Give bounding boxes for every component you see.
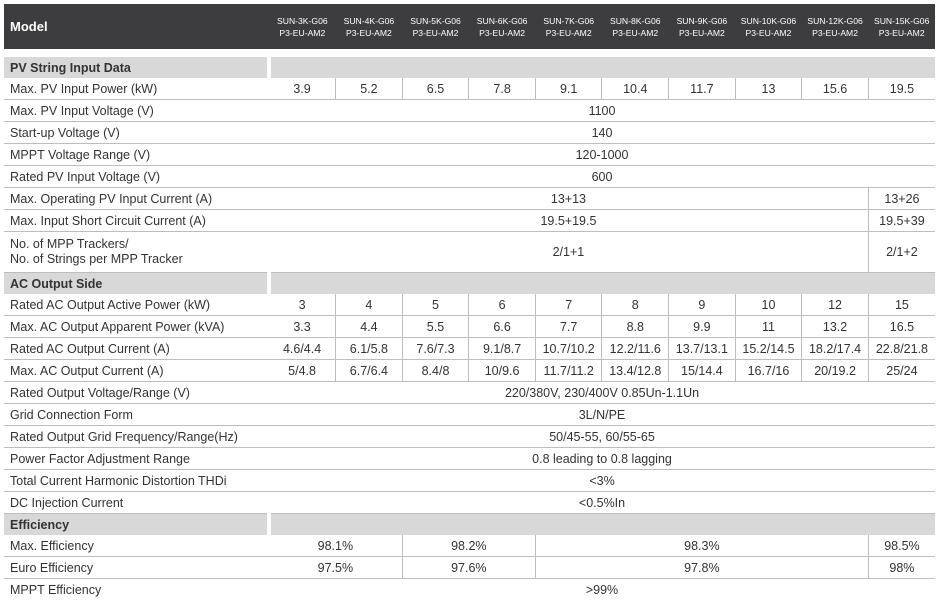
model-name-line2: P3-EU-AM2 [336,27,403,39]
spec-row [4,232,935,273]
spec-label: No. of MPP Trackers/ No. of Strings per MPP Tracker [4,232,269,273]
section-title: Efficiency [4,514,269,536]
spec-label: Start-up Voltage (V) [4,122,269,144]
spec-value: 98.1% [269,535,402,557]
spec-value: 12 [802,294,869,316]
spec-value: 7.7 [535,316,602,338]
model-name-line1: SUN-7K-G06 [535,15,602,27]
spec-label: Rated AC Output Active Power (kW) [4,294,269,316]
spec-value: 16.7/16 [735,360,802,382]
spec-value: 11 [735,316,802,338]
spec-value: 3.3 [269,316,336,338]
spec-value: 8 [602,294,669,316]
model-name-line1: SUN-10K-G06 [735,15,802,27]
spec-value: 6.7/6.4 [336,360,403,382]
spec-value: 600 [269,166,935,188]
spec-label: MPPT Efficiency [4,579,269,600]
spec-value: 7.6/7.3 [402,338,469,360]
spec-value: 13.7/13.1 [669,338,736,360]
spec-row [4,404,935,426]
spec-value: 97.5% [269,557,402,579]
spec-label: Rated AC Output Current (A) [4,338,269,360]
spec-value: 10/9.6 [469,360,536,382]
spec-value: 25/24 [868,360,935,382]
spec-value: 97.6% [402,557,535,579]
spec-row [4,144,935,166]
spec-value: 97.8% [535,557,868,579]
spec-row [4,294,935,316]
spec-value: 11.7 [669,78,736,100]
spec-value: <0.5%In [269,492,935,514]
spec-label: DC Injection Current [4,492,269,514]
header-row [4,4,935,49]
spec-label: Max. Operating PV Input Current (A) [4,188,269,210]
spec-value: 16.5 [868,316,935,338]
section-title: AC Output Side [4,273,269,295]
spec-value: 98.3% [535,535,868,557]
spec-value: 6.5 [402,78,469,100]
spec-row [4,210,935,232]
spec-value: 5.5 [402,316,469,338]
spec-label: Max. AC Output Current (A) [4,360,269,382]
spec-value: 13+13 [269,188,868,210]
model-header: Model [4,4,269,49]
spec-value: 20/19.2 [802,360,869,382]
spec-label: Total Current Harmonic Distortion THDi [4,470,269,492]
spec-value: 22.8/21.8 [868,338,935,360]
section-header-fill [269,514,935,536]
model-column-header [735,4,802,49]
section-header-row [4,514,935,536]
model-column-header [336,4,403,49]
section-title: PV String Input Data [4,57,269,78]
spec-row [4,338,935,360]
spec-label: MPPT Voltage Range (V) [4,144,269,166]
spec-row [4,535,935,557]
spec-value: 5/4.8 [269,360,336,382]
spec-value: 0.8 leading to 0.8 lagging [269,448,935,470]
model-column-header [669,4,736,49]
model-name-line1: SUN-12K-G06 [802,15,869,27]
model-name-line2: P3-EU-AM2 [868,27,935,39]
spec-value: 9.9 [669,316,736,338]
spec-value: 6.6 [469,316,536,338]
spec-value: 9.1/8.7 [469,338,536,360]
spec-row [4,426,935,448]
spec-label: Max. PV Input Voltage (V) [4,100,269,122]
model-name-line2: P3-EU-AM2 [402,27,469,39]
spec-value: 4.4 [336,316,403,338]
model-name-line2: P3-EU-AM2 [535,27,602,39]
spec-value: 13.2 [802,316,869,338]
spec-value: 98.5% [868,535,935,557]
spec-row [4,360,935,382]
spec-label: Rated Output Voltage/Range (V) [4,382,269,404]
spec-value: 10.4 [602,78,669,100]
model-name-line1: SUN-3K-G06 [269,15,336,27]
model-name-line2: P3-EU-AM2 [735,27,802,39]
spec-value: 12.2/11.6 [602,338,669,360]
spec-value: 15/14.4 [669,360,736,382]
spec-label: Rated Output Grid Frequency/Range(Hz) [4,426,269,448]
section-header-fill [269,57,935,78]
spec-value: 19.5+19.5 [269,210,868,232]
model-column-header [269,4,336,49]
spec-value: 19.5+39 [868,210,935,232]
model-column-header [602,4,669,49]
spec-value: 4.6/4.4 [269,338,336,360]
spec-value: 2/1+1 [269,232,868,273]
spec-row [4,579,935,600]
section-header-fill [269,273,935,295]
spec-value: 120-1000 [269,144,935,166]
spec-value: 98% [868,557,935,579]
spec-value: 7 [535,294,602,316]
spec-value: >99% [269,579,935,600]
model-name-line2: P3-EU-AM2 [469,27,536,39]
model-column-header [802,4,869,49]
spec-row [4,122,935,144]
model-name-line1: SUN-5K-G06 [402,15,469,27]
model-name-line1: SUN-9K-G06 [669,15,736,27]
spec-value: 6 [469,294,536,316]
spec-row [4,100,935,122]
model-column-header [535,4,602,49]
model-name-line1: SUN-6K-G06 [469,15,536,27]
spec-value: 10 [735,294,802,316]
spec-value: 4 [336,294,403,316]
spec-value: 11.7/11.2 [535,360,602,382]
spec-label: Max. Efficiency [4,535,269,557]
spec-value: <3% [269,470,935,492]
spec-value: 2/1+2 [868,232,935,273]
spec-label: Rated PV Input Voltage (V) [4,166,269,188]
spec-value: 3 [269,294,336,316]
spec-value: 13 [735,78,802,100]
spec-value: 98.2% [402,535,535,557]
spec-value: 15 [868,294,935,316]
spec-value: 6.1/5.8 [336,338,403,360]
spec-row [4,78,935,100]
spec-value: 1100 [269,100,935,122]
spec-label: Max. Input Short Circuit Current (A) [4,210,269,232]
spec-row [4,316,935,338]
spec-value: 10.7/10.2 [535,338,602,360]
spec-value: 13+26 [868,188,935,210]
spec-value: 3.9 [269,78,336,100]
spacer-row [4,49,935,57]
model-column-header [469,4,536,49]
spec-label: Grid Connection Form [4,404,269,426]
model-name-line2: P3-EU-AM2 [269,27,336,39]
spec-value: 9 [669,294,736,316]
spec-value: 15.6 [802,78,869,100]
model-name-line1: SUN-8K-G06 [602,15,669,27]
spec-value: 220/380V, 230/400V 0.85Un-1.1Un [269,382,935,404]
spec-value: 50/45-55, 60/55-65 [269,426,935,448]
model-name-line1: SUN-15K-G06 [868,15,935,27]
spec-value: 18.2/17.4 [802,338,869,360]
section-header-row [4,273,935,295]
model-column-header [402,4,469,49]
model-column-header [868,4,935,49]
spec-label: Max. PV Input Power (kW) [4,78,269,100]
model-name-line2: P3-EU-AM2 [802,27,869,39]
spec-value: 15.2/14.5 [735,338,802,360]
spec-value: 9.1 [535,78,602,100]
spec-row [4,557,935,579]
spec-row [4,492,935,514]
spec-row [4,188,935,210]
spec-value: 7.8 [469,78,536,100]
spec-row [4,448,935,470]
model-name-line2: P3-EU-AM2 [669,27,736,39]
spec-row [4,382,935,404]
spec-value: 8.8 [602,316,669,338]
spec-value: 8.4/8 [402,360,469,382]
spec-table [4,4,935,600]
spec-value: 3L/N/PE [269,404,935,426]
spec-row [4,470,935,492]
spec-value: 140 [269,122,935,144]
spec-value: 13.4/12.8 [602,360,669,382]
model-name-line1: SUN-4K-G06 [336,15,403,27]
model-name-line2: P3-EU-AM2 [602,27,669,39]
spec-value: 5 [402,294,469,316]
spec-value: 19.5 [868,78,935,100]
spec-label: Euro Efficiency [4,557,269,579]
spec-row [4,166,935,188]
section-header-row [4,57,935,78]
spec-label: Power Factor Adjustment Range [4,448,269,470]
spec-label: Max. AC Output Apparent Power (kVA) [4,316,269,338]
spec-value: 5.2 [336,78,403,100]
